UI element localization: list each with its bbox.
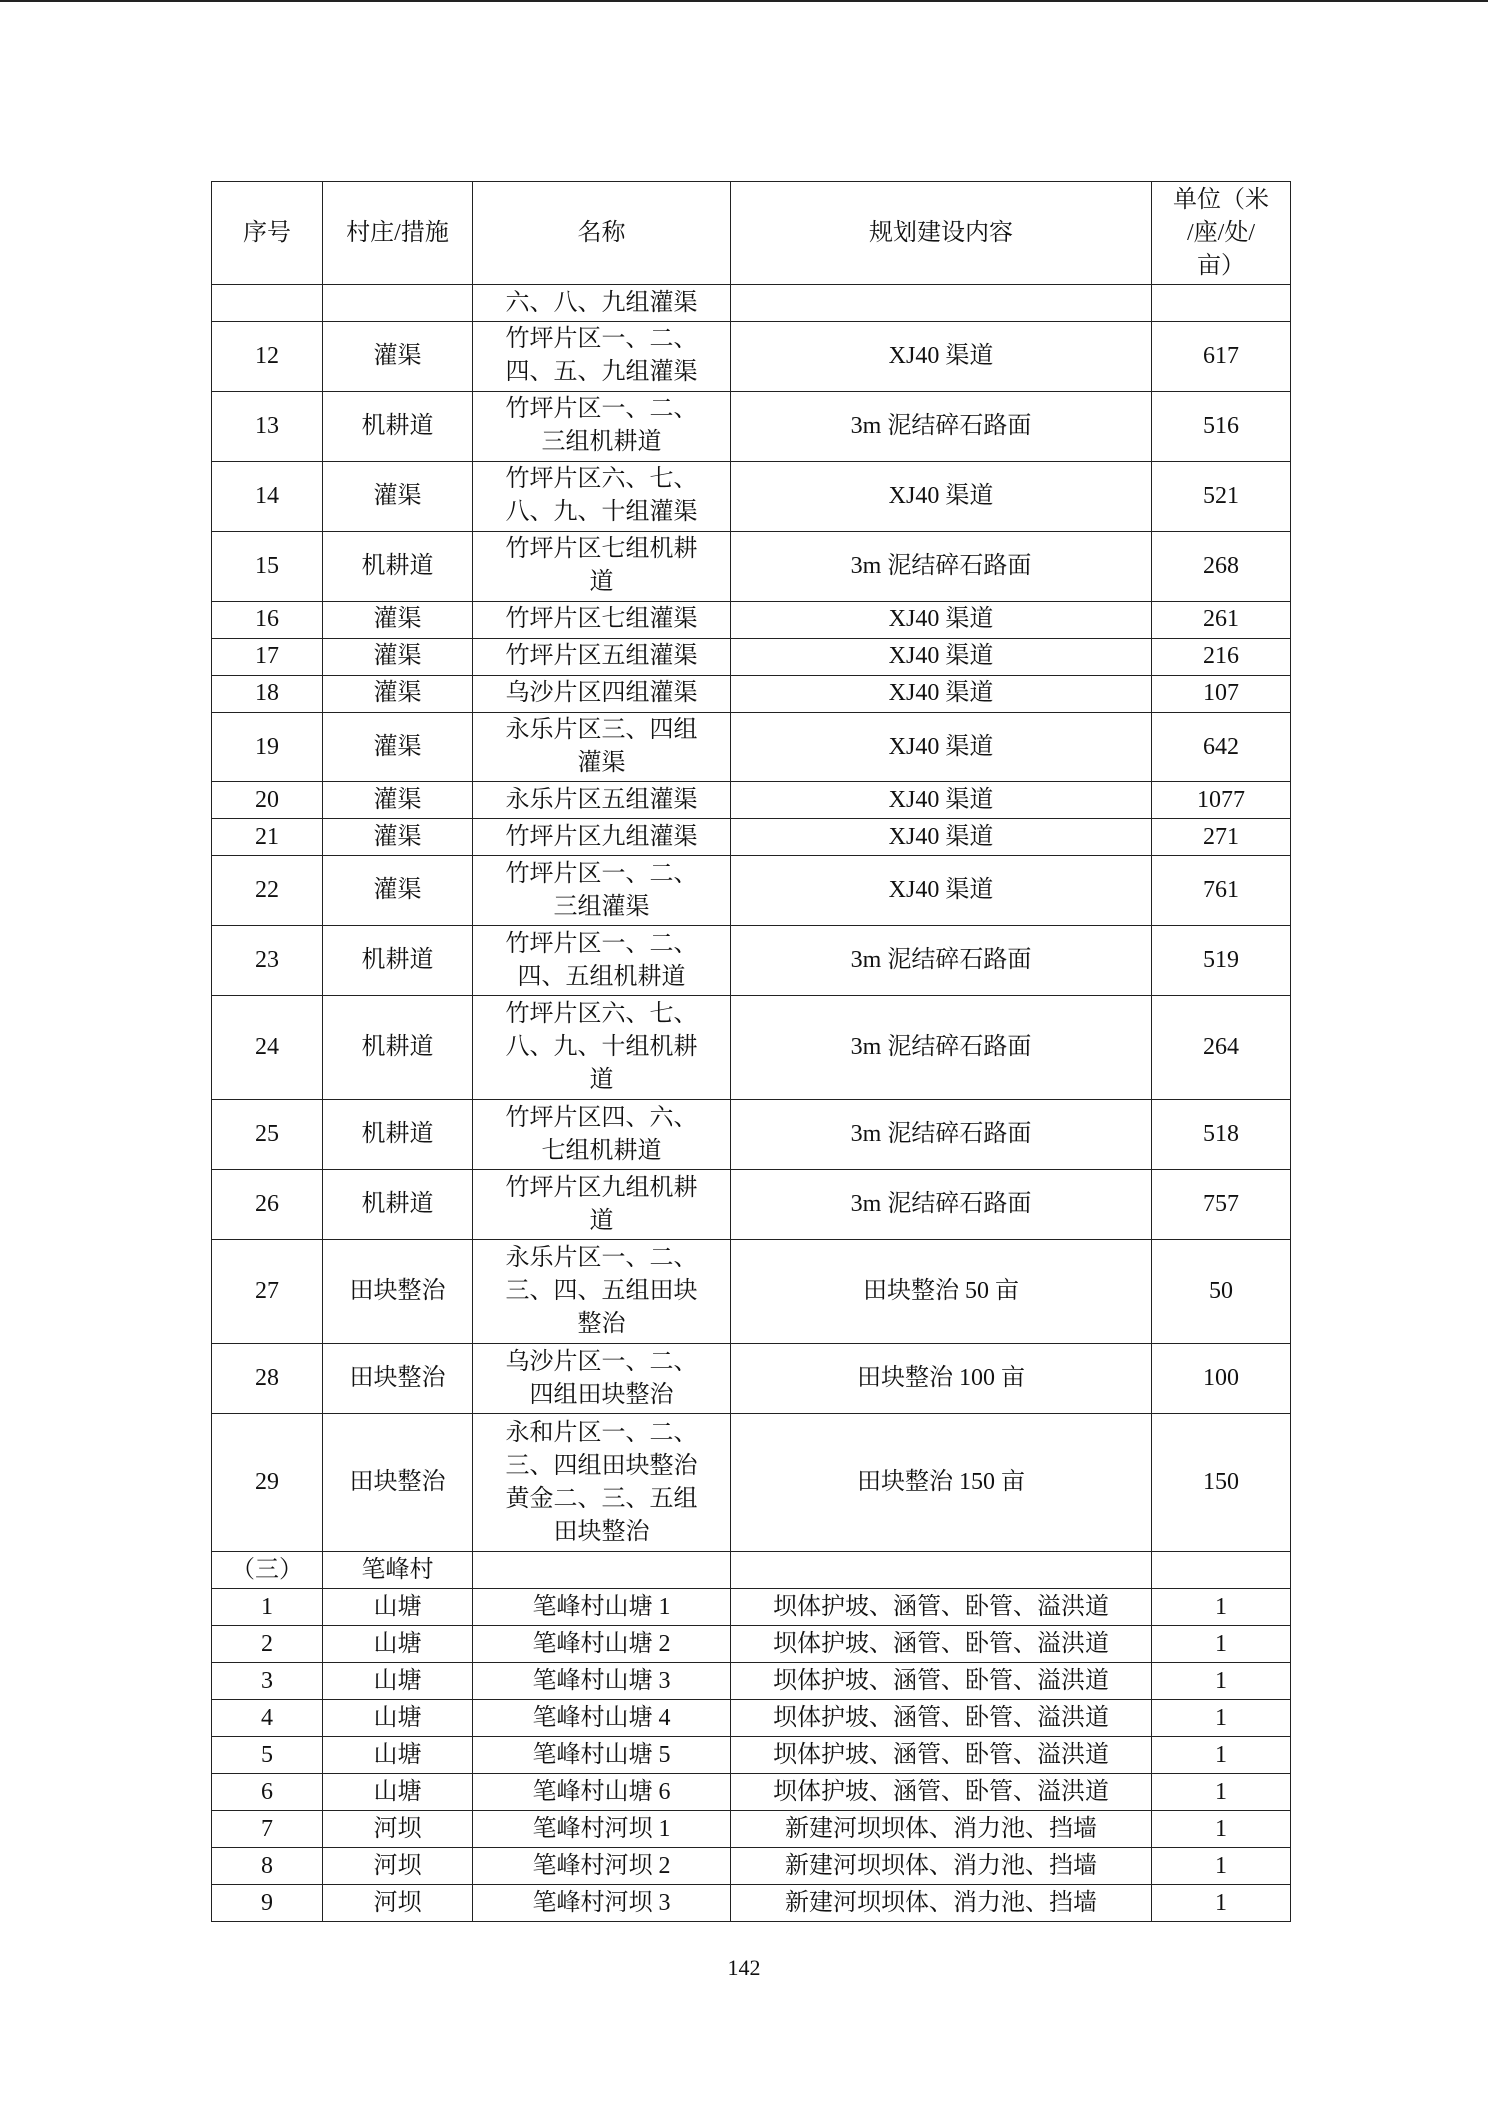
cell-content: 田块整治 50 亩 bbox=[731, 1240, 1152, 1344]
cell-village-measure: 机耕道 bbox=[323, 391, 473, 461]
construction-plan-table bbox=[211, 181, 1291, 1922]
cell-unit: 516 bbox=[1152, 391, 1291, 461]
cell-content: XJ40 渠道 bbox=[731, 675, 1152, 712]
cell-village-measure: 田块整治 bbox=[323, 1344, 473, 1414]
cell-content: 新建河坝坝体、消力池、挡墙 bbox=[731, 1848, 1152, 1885]
cell-name: 永乐片区一、二、 三、四、五组田块 整治 bbox=[473, 1240, 731, 1344]
cell-content bbox=[731, 1552, 1152, 1589]
cell-village-measure: 田块整治 bbox=[323, 1414, 473, 1552]
cell-village-measure: 灌渠 bbox=[323, 638, 473, 675]
cell-name: 竹坪片区四、六、 七组机耕道 bbox=[473, 1100, 731, 1170]
header-content: 规划建设内容 bbox=[731, 182, 1152, 285]
cell-serial: 4 bbox=[212, 1700, 323, 1737]
cell-unit: 518 bbox=[1152, 1100, 1291, 1170]
cell-name: 永乐片区三、四组 灌渠 bbox=[473, 712, 731, 782]
table-row bbox=[212, 675, 1291, 712]
cell-name: 竹坪片区六、七、 八、九、十组灌渠 bbox=[473, 461, 731, 531]
cell-name: 永和片区一、二、 三、四组田块整治 黄金二、三、五组 田块整治 bbox=[473, 1414, 731, 1552]
cell-content: XJ40 渠道 bbox=[731, 638, 1152, 675]
cell-village-measure: 山塘 bbox=[323, 1626, 473, 1663]
cell-serial: 14 bbox=[212, 461, 323, 531]
cell-name: 乌沙片区四组灌渠 bbox=[473, 675, 731, 712]
cell-unit: 1 bbox=[1152, 1848, 1291, 1885]
cell-village-measure: 灌渠 bbox=[323, 675, 473, 712]
table-header-row bbox=[212, 182, 1291, 285]
cell-serial: 3 bbox=[212, 1663, 323, 1700]
cell-name: 竹坪片区一、二、 三组机耕道 bbox=[473, 391, 731, 461]
cell-serial: 13 bbox=[212, 391, 323, 461]
cell-village-measure: 山塘 bbox=[323, 1663, 473, 1700]
cell-content: XJ40 渠道 bbox=[731, 782, 1152, 819]
cell-name bbox=[473, 1552, 731, 1589]
cell-serial: 1 bbox=[212, 1589, 323, 1626]
cell-content: 3m 泥结碎石路面 bbox=[731, 1100, 1152, 1170]
cell-content: 坝体护坡、涵管、卧管、溢洪道 bbox=[731, 1700, 1152, 1737]
table-row bbox=[212, 819, 1291, 856]
table-row bbox=[212, 1811, 1291, 1848]
cell-village-measure: 灌渠 bbox=[323, 461, 473, 531]
table-row bbox=[212, 1774, 1291, 1811]
table-row bbox=[212, 712, 1291, 782]
cell-content: 新建河坝坝体、消力池、挡墙 bbox=[731, 1885, 1152, 1922]
cell-unit: 1 bbox=[1152, 1885, 1291, 1922]
table-row bbox=[212, 1589, 1291, 1626]
table-row bbox=[212, 638, 1291, 675]
table-row bbox=[212, 391, 1291, 461]
cell-name: 竹坪片区七组机耕 道 bbox=[473, 531, 731, 601]
table-row bbox=[212, 926, 1291, 996]
cell-village-measure: 机耕道 bbox=[323, 996, 473, 1100]
cell-unit: 761 bbox=[1152, 856, 1291, 926]
cell-content: 3m 泥结碎石路面 bbox=[731, 391, 1152, 461]
header-name: 名称 bbox=[473, 182, 731, 285]
cell-unit: 1 bbox=[1152, 1737, 1291, 1774]
cell-unit: 264 bbox=[1152, 996, 1291, 1100]
cell-village-measure: 笔峰村 bbox=[323, 1552, 473, 1589]
cell-serial: 27 bbox=[212, 1240, 323, 1344]
cell-serial: 16 bbox=[212, 601, 323, 638]
page-number: 142 bbox=[727, 1955, 761, 1980]
cell-content: 3m 泥结碎石路面 bbox=[731, 531, 1152, 601]
table-row bbox=[212, 1344, 1291, 1414]
cell-unit: 1 bbox=[1152, 1811, 1291, 1848]
cell-name: 竹坪片区五组灌渠 bbox=[473, 638, 731, 675]
cell-content: 坝体护坡、涵管、卧管、溢洪道 bbox=[731, 1663, 1152, 1700]
cell-name: 竹坪片区九组灌渠 bbox=[473, 819, 731, 856]
cell-content: XJ40 渠道 bbox=[731, 819, 1152, 856]
cell-name: 笔峰村河坝 3 bbox=[473, 1885, 731, 1922]
cell-unit: 216 bbox=[1152, 638, 1291, 675]
cell-content: XJ40 渠道 bbox=[731, 322, 1152, 392]
cell-content: XJ40 渠道 bbox=[731, 461, 1152, 531]
cell-name: 乌沙片区一、二、 四组田块整治 bbox=[473, 1344, 731, 1414]
table-row bbox=[212, 996, 1291, 1100]
cell-serial: 8 bbox=[212, 1848, 323, 1885]
cell-name: 竹坪片区七组灌渠 bbox=[473, 601, 731, 638]
cell-unit: 268 bbox=[1152, 531, 1291, 601]
cell-village-measure: 山塘 bbox=[323, 1774, 473, 1811]
cell-unit: 1 bbox=[1152, 1774, 1291, 1811]
cell-content: 3m 泥结碎石路面 bbox=[731, 926, 1152, 996]
cell-unit: 1 bbox=[1152, 1626, 1291, 1663]
table-row bbox=[212, 285, 1291, 322]
table-row bbox=[212, 1700, 1291, 1737]
table-row bbox=[212, 461, 1291, 531]
cell-village-measure: 机耕道 bbox=[323, 531, 473, 601]
cell-village-measure bbox=[323, 285, 473, 322]
cell-unit: 261 bbox=[1152, 601, 1291, 638]
cell-content: 坝体护坡、涵管、卧管、溢洪道 bbox=[731, 1737, 1152, 1774]
cell-serial: 20 bbox=[212, 782, 323, 819]
cell-unit: 1 bbox=[1152, 1589, 1291, 1626]
table-row bbox=[212, 601, 1291, 638]
cell-serial: 25 bbox=[212, 1100, 323, 1170]
cell-unit bbox=[1152, 285, 1291, 322]
cell-unit: 50 bbox=[1152, 1240, 1291, 1344]
cell-serial bbox=[212, 285, 323, 322]
cell-name: 竹坪片区九组机耕 道 bbox=[473, 1170, 731, 1240]
cell-name: 笔峰村山塘 1 bbox=[473, 1589, 731, 1626]
cell-content: XJ40 渠道 bbox=[731, 601, 1152, 638]
cell-unit: 1077 bbox=[1152, 782, 1291, 819]
cell-serial: 17 bbox=[212, 638, 323, 675]
cell-village-measure: 灌渠 bbox=[323, 601, 473, 638]
cell-content: XJ40 渠道 bbox=[731, 856, 1152, 926]
table-row bbox=[212, 1100, 1291, 1170]
cell-village-measure: 灌渠 bbox=[323, 322, 473, 392]
cell-content: 坝体护坡、涵管、卧管、溢洪道 bbox=[731, 1589, 1152, 1626]
cell-serial: 15 bbox=[212, 531, 323, 601]
cell-content: 田块整治 100 亩 bbox=[731, 1344, 1152, 1414]
cell-unit: 519 bbox=[1152, 926, 1291, 996]
cell-name: 永乐片区五组灌渠 bbox=[473, 782, 731, 819]
cell-village-measure: 机耕道 bbox=[323, 1170, 473, 1240]
cell-name: 竹坪片区一、二、 三组灌渠 bbox=[473, 856, 731, 926]
cell-village-measure: 河坝 bbox=[323, 1811, 473, 1848]
cell-serial: 22 bbox=[212, 856, 323, 926]
cell-name: 竹坪片区一、二、 四、五组机耕道 bbox=[473, 926, 731, 996]
cell-unit: 757 bbox=[1152, 1170, 1291, 1240]
table-row bbox=[212, 856, 1291, 926]
cell-serial: 24 bbox=[212, 996, 323, 1100]
page-top-border bbox=[0, 0, 1488, 2]
cell-content: 新建河坝坝体、消力池、挡墙 bbox=[731, 1811, 1152, 1848]
table-row bbox=[212, 1626, 1291, 1663]
cell-name: 笔峰村河坝 1 bbox=[473, 1811, 731, 1848]
header-unit: 单位（米 /座/处/ 亩） bbox=[1152, 182, 1291, 285]
cell-name: 笔峰村山塘 5 bbox=[473, 1737, 731, 1774]
table-body bbox=[212, 285, 1291, 1922]
cell-village-measure: 河坝 bbox=[323, 1848, 473, 1885]
cell-unit: 1 bbox=[1152, 1700, 1291, 1737]
table-row bbox=[212, 531, 1291, 601]
cell-name: 笔峰村山塘 3 bbox=[473, 1663, 731, 1700]
cell-name: 笔峰村河坝 2 bbox=[473, 1848, 731, 1885]
cell-unit: 617 bbox=[1152, 322, 1291, 392]
cell-serial: 6 bbox=[212, 1774, 323, 1811]
cell-village-measure: 灌渠 bbox=[323, 782, 473, 819]
cell-content: XJ40 渠道 bbox=[731, 712, 1152, 782]
table-row bbox=[212, 1240, 1291, 1344]
cell-unit: 642 bbox=[1152, 712, 1291, 782]
cell-name: 竹坪片区六、七、 八、九、十组机耕 道 bbox=[473, 996, 731, 1100]
cell-serial: 7 bbox=[212, 1811, 323, 1848]
cell-village-measure: 机耕道 bbox=[323, 926, 473, 996]
cell-serial: 21 bbox=[212, 819, 323, 856]
cell-content: 坝体护坡、涵管、卧管、溢洪道 bbox=[731, 1774, 1152, 1811]
cell-village-measure: 机耕道 bbox=[323, 1100, 473, 1170]
cell-content: 3m 泥结碎石路面 bbox=[731, 1170, 1152, 1240]
cell-serial: 2 bbox=[212, 1626, 323, 1663]
table-row bbox=[212, 782, 1291, 819]
cell-unit: 100 bbox=[1152, 1344, 1291, 1414]
header-serial: 序号 bbox=[212, 182, 323, 285]
cell-content bbox=[731, 285, 1152, 322]
table-row bbox=[212, 1170, 1291, 1240]
cell-unit: 271 bbox=[1152, 819, 1291, 856]
cell-content: 坝体护坡、涵管、卧管、溢洪道 bbox=[731, 1626, 1152, 1663]
cell-village-measure: 灌渠 bbox=[323, 856, 473, 926]
table-row bbox=[212, 1552, 1291, 1589]
cell-name: 六、八、九组灌渠 bbox=[473, 285, 731, 322]
cell-village-measure: 山塘 bbox=[323, 1589, 473, 1626]
cell-serial: 18 bbox=[212, 675, 323, 712]
cell-unit: 150 bbox=[1152, 1414, 1291, 1552]
cell-serial: 19 bbox=[212, 712, 323, 782]
cell-serial: 26 bbox=[212, 1170, 323, 1240]
cell-serial: 29 bbox=[212, 1414, 323, 1552]
cell-name: 笔峰村山塘 6 bbox=[473, 1774, 731, 1811]
cell-name: 笔峰村山塘 4 bbox=[473, 1700, 731, 1737]
cell-name: 笔峰村山塘 2 bbox=[473, 1626, 731, 1663]
cell-serial: （三） bbox=[212, 1552, 323, 1589]
table-row bbox=[212, 1414, 1291, 1552]
cell-unit: 1 bbox=[1152, 1663, 1291, 1700]
cell-serial: 9 bbox=[212, 1885, 323, 1922]
cell-serial: 23 bbox=[212, 926, 323, 996]
cell-serial: 5 bbox=[212, 1737, 323, 1774]
cell-name: 竹坪片区一、二、 四、五、九组灌渠 bbox=[473, 322, 731, 392]
table-row bbox=[212, 1663, 1291, 1700]
table-row bbox=[212, 1885, 1291, 1922]
cell-village-measure: 山塘 bbox=[323, 1737, 473, 1774]
cell-village-measure: 田块整治 bbox=[323, 1240, 473, 1344]
table-row bbox=[212, 1848, 1291, 1885]
cell-serial: 12 bbox=[212, 322, 323, 392]
cell-village-measure: 河坝 bbox=[323, 1885, 473, 1922]
cell-village-measure: 山塘 bbox=[323, 1700, 473, 1737]
cell-village-measure: 灌渠 bbox=[323, 819, 473, 856]
cell-village-measure: 灌渠 bbox=[323, 712, 473, 782]
table-row bbox=[212, 1737, 1291, 1774]
cell-unit bbox=[1152, 1552, 1291, 1589]
cell-serial: 28 bbox=[212, 1344, 323, 1414]
cell-content: 田块整治 150 亩 bbox=[731, 1414, 1152, 1552]
cell-content: 3m 泥结碎石路面 bbox=[731, 996, 1152, 1100]
cell-unit: 107 bbox=[1152, 675, 1291, 712]
cell-unit: 521 bbox=[1152, 461, 1291, 531]
header-village-measure: 村庄/措施 bbox=[323, 182, 473, 285]
table-row bbox=[212, 322, 1291, 392]
